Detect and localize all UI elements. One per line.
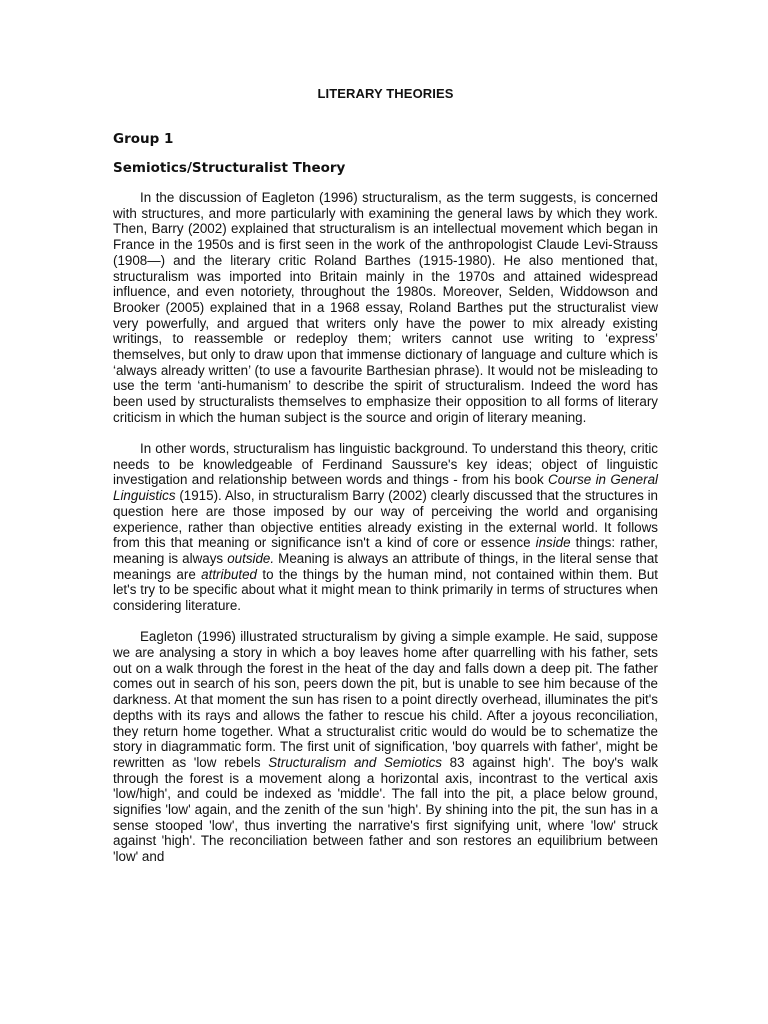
group-heading: Group 1 [113, 131, 174, 147]
paragraph [113, 441, 658, 614]
paragraph [113, 190, 658, 426]
paragraph [113, 629, 658, 865]
italic-text: attributed [201, 566, 258, 582]
text-run: In the discussion of Eagleton (1996) structuralism, as the term suggests, is concerned with structures, and more particularly with examining the general laws by which they work. Then, Barry (2002) explained that structuralism is an intellectual movement which began in France in the 1950s and is first seen in the work of the anthropologist Claude Levi-Strauss (1908—) and the literary critic Roland Barthes (1915-1980). He also mentioned that, structuralism was imported into Britain mainly in the 1970s and attained widespread influence, and even notoriety, throughout the 1980s. Moreover, Selden, Widdowson and Brooker (2005) explained that in a 1968 essay, Roland Barthes put the structuralist view very powerfully, and argued that writers only have the power to mix already existing writings, to reassemble or redeploy them; writers cannot use writing to ‘express’ themselves, but only to draw upon that immense dictionary of language and culture which is ‘always already written’ (to use a favourite Barthesian phrase). It would not be misleading to use the term ‘anti-humanism’ to describe the spirit of structuralism. Indeed the word has been used by structuralists themselves to emphasize their opposition to all forms of literary criticism in which the human subject is the source and origin of literary meaning. [113, 190, 658, 425]
italic-text: outside. [227, 550, 275, 566]
body-text [113, 190, 658, 865]
italic-text: Structuralism and Semiotics [268, 754, 443, 770]
text-run: (1915). Also, in structuralism Barry (2002) clearly discussed that the structures in question here are those imposed by our way of perceiving the world and organising experience, rather than objective entities already existing in the external world. It follows from this that meaning or significance isn't a kind of core or essence [113, 488, 658, 551]
text-run: 83 against high'. The boy's walk through the forest is a movement along a horizontal axis, incontrast to the vertical axis 'low/high', and could be indexed as 'middle'. The fall into the pit, a place below ground, signifies 'low' again, and the zenith of the sun 'high'. By shining into the pit, the sun has in a sense stooped 'low', thus inverting the narrative's first signifying unit, where 'low' struck against 'high'. The reconciliation between father and son restores an equilibrium between 'low' and [113, 754, 659, 865]
text-run: In other words, structuralism has linguistic background. To understand this theory, critic needs to be knowledgeable of Ferdinand Saussure's key ideas; object of linguistic investigation and relationship between words and things - from his book [113, 441, 658, 488]
section-heading: Semiotics/Structuralist Theory [113, 160, 346, 176]
text-run: Eagleton (1996) illustrated structuralism by giving a simple example. He said, suppose we are analysing a story in which a boy leaves home after quarrelling with his father, sets out on a walk through the forest in the heat of the day and falls down a deep pit. The father comes out in search of his son, peers down the pit, but is unable to see him because of the darkness. At that moment the sun has risen to a point directly overhead, illuminates the pit's depths with its rays and allows the father to rescue his child. After a joyous reconciliation, they return home together. What a structuralist critic would do would be to schematize the story in diagrammatic form. The first unit of signification, 'boy quarrels with father', might be rewritten as 'low rebels [113, 629, 658, 770]
italic-text: inside [535, 535, 571, 551]
text-run: Meaning is always an attribute of things, in the literal sense that meanings are [113, 550, 658, 582]
document-title: LITERARY THEORIES [317, 86, 454, 101]
text-run: things: rather, meaning is always [113, 535, 659, 566]
italic-text: Course in General Linguistics [113, 472, 658, 504]
text-run: to the things by the human mind, not contained within them. But let's try to be specific about what it might mean to think primarily in terms of structures when considering literature. [113, 566, 658, 614]
